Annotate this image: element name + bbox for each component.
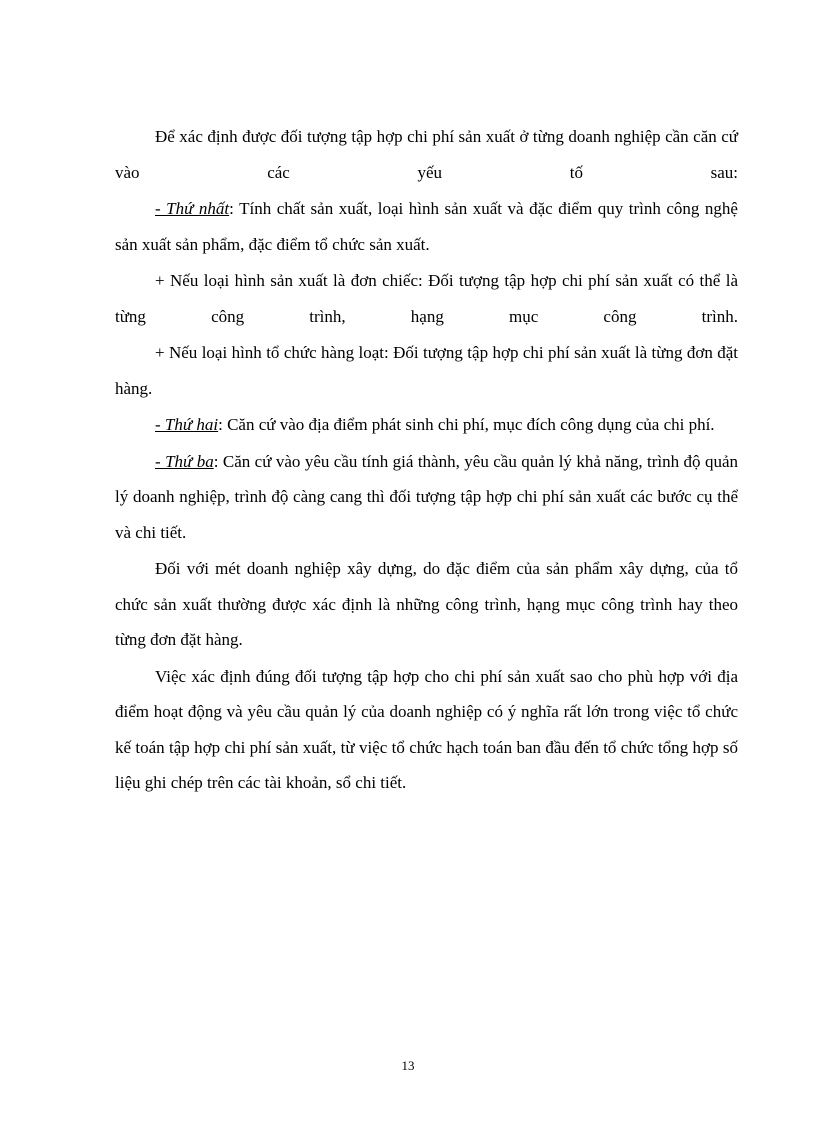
page-number: 13 (401, 1058, 415, 1073)
body-text (115, 119, 738, 802)
label-second: - Thứ hai (155, 415, 219, 434)
paragraph-first-factor (115, 191, 738, 262)
label-third: - Thứ ba (155, 451, 214, 471)
label-first: - Thứ nhất (155, 199, 230, 218)
paragraph-single-production: + Nếu loại hình sản xuất là đơn chiếc: Đối tượng tập hợp chi phí sản xuất có thể là từng công trình, hạng mục công trình. (115, 271, 738, 326)
text-third: : Căn cứ vào yêu cầu tính giá thành, yêu cầu quản lý khả năng, trình độ quản lý doanh nghiệp, trình độ càng cang thì đối tượng tập hợp chi phí sản xuất các bước cụ thể và chi tiết. (115, 451, 739, 542)
paragraph-second-factor (115, 407, 738, 443)
text-first: : Tính chất sản xuất, loại hình sản xuất và đặc điểm quy trình công nghệ sản xuất sản phẩm, đặc điểm tổ chức sản xuất. (115, 199, 738, 254)
paragraph-construction: Đối với mét doanh nghiệp xây dựng, do đặc điểm của sản phẩm xây dựng, của tổ chức sản xuất thường được xác định là những công trình, hạng mục công trình hay theo từng đơn đặt hàng. (115, 559, 738, 649)
paragraph-intro: Để xác định được đối tượng tập hợp chi phí sản xuất ở từng doanh nghiệp cần căn cứ vào các yếu tố sau: (115, 127, 738, 182)
paragraph-conclusion: Việc xác định đúng đối tượng tập hợp cho chi phí sản xuất sao cho phù hợp với địa điểm hoạt động và yêu cầu quản lý của doanh nghiệp có ý nghĩa rất lớn trong việc tổ chức kế toán tập hợp chi phí sản xuất, từ việc tổ chức hạch toán ban đầu đến tổ chức tổng hợp số liệu ghi chép trên các tài khoản, sổ chi tiết. (115, 666, 738, 792)
paragraph-third-factor (115, 444, 738, 551)
paragraph-mass-production: + Nếu loại hình tổ chức hàng loạt: Đối tượng tập hợp chi phí sản xuất là từng đơn đặt hàng. (115, 343, 738, 398)
text-second: : Căn cứ vào địa điểm phát sinh chi phí, mục đích công dụng của chi phí. (218, 415, 715, 434)
